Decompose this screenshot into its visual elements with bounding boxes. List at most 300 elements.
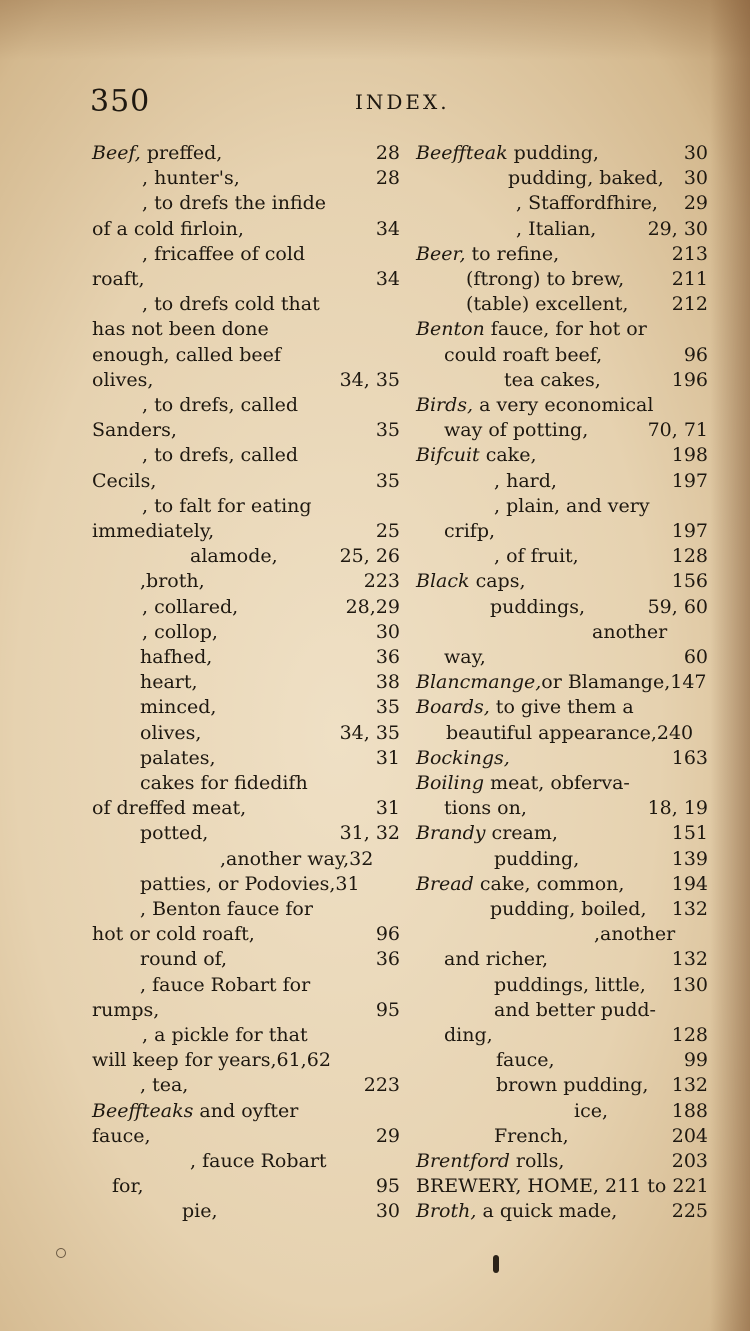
index-entry bbox=[416, 846, 708, 872]
entry-description: palates, bbox=[140, 746, 216, 769]
entry-description: ,broth, bbox=[140, 570, 205, 593]
entry-description: meat, obferva- bbox=[484, 772, 630, 794]
entry-page-ref: 212 bbox=[671, 293, 708, 316]
entry-text bbox=[140, 896, 313, 922]
entry-page-ref: 96 bbox=[375, 923, 400, 946]
entry-page-ref: 35 bbox=[375, 469, 400, 492]
entry-text bbox=[504, 367, 601, 393]
entry-headword: Bread bbox=[416, 872, 474, 895]
entry-text bbox=[142, 392, 298, 418]
entry-page-ref: 128 bbox=[671, 545, 708, 568]
entry-page-ref: 31 bbox=[375, 746, 400, 769]
entry-text bbox=[494, 468, 557, 494]
entry-text bbox=[466, 266, 624, 292]
entry-text bbox=[516, 190, 658, 216]
index-entry bbox=[416, 972, 708, 998]
index-entry bbox=[92, 190, 400, 216]
entry-page-ref: 29 bbox=[375, 1124, 400, 1147]
index-entry bbox=[92, 1047, 400, 1073]
entry-text bbox=[416, 392, 653, 418]
entry-description: beautiful appearance,240 bbox=[446, 721, 694, 744]
entry-text bbox=[444, 518, 495, 544]
index-entry bbox=[92, 871, 400, 897]
index-entry bbox=[92, 669, 400, 695]
index-entry bbox=[416, 190, 708, 216]
entry-description: , Benton fauce for bbox=[140, 898, 313, 920]
entry-text bbox=[416, 1173, 709, 1199]
entry-page-ref: 99 bbox=[683, 1049, 708, 1072]
index-entry bbox=[92, 619, 400, 645]
entry-text bbox=[92, 417, 177, 443]
entry-description: fauce, bbox=[496, 1049, 555, 1072]
entry-text bbox=[416, 1198, 617, 1224]
entry-description: rolls, bbox=[509, 1150, 565, 1172]
entry-page-ref: 225 bbox=[671, 1200, 708, 1223]
entry-page-ref: 30 bbox=[375, 620, 400, 643]
entry-headword: Beer, bbox=[416, 242, 466, 265]
index-entry bbox=[416, 795, 708, 821]
entry-description: and better pudd- bbox=[494, 998, 656, 1021]
index-entry bbox=[92, 1148, 400, 1174]
entry-description: tions on, bbox=[444, 797, 527, 820]
entry-text bbox=[494, 846, 579, 872]
entry-page-ref: 132 bbox=[671, 948, 708, 971]
entry-description: , to drefs, called bbox=[142, 394, 299, 416]
entry-text bbox=[92, 1098, 298, 1124]
entry-description: , to drefs, called bbox=[142, 444, 299, 467]
entry-text bbox=[490, 896, 646, 922]
entry-text bbox=[92, 1047, 331, 1073]
entry-text bbox=[140, 644, 212, 670]
entry-text bbox=[446, 720, 693, 746]
entry-description: ,another way,32 bbox=[220, 847, 374, 870]
paper-blemish bbox=[56, 1248, 66, 1258]
entry-page-ref: 31 bbox=[375, 797, 400, 820]
entry-page-ref: 36 bbox=[375, 646, 400, 668]
entry-description: another bbox=[592, 620, 668, 643]
entry-page-ref: 30 bbox=[683, 142, 708, 164]
index-entry bbox=[416, 392, 708, 418]
index-entry bbox=[416, 543, 708, 569]
entry-headword: Beeffteak bbox=[416, 142, 508, 164]
entry-description: tea cakes, bbox=[504, 368, 601, 391]
index-entry bbox=[416, 140, 708, 166]
entry-page-ref: 211 bbox=[671, 268, 708, 290]
index-entry bbox=[416, 896, 708, 922]
entry-page-ref: 38 bbox=[375, 671, 400, 694]
entry-page-ref: 31, 32 bbox=[339, 822, 400, 845]
entry-description: Cecils, bbox=[92, 469, 157, 492]
index-entry bbox=[416, 1047, 708, 1073]
entry-description: , fricaffee of cold bbox=[142, 242, 306, 265]
entry-text bbox=[444, 342, 602, 368]
page-shadow-right bbox=[710, 0, 750, 1331]
index-entry bbox=[92, 468, 400, 494]
index-entry bbox=[92, 745, 400, 771]
entry-page-ref: 96 bbox=[683, 343, 708, 366]
index-entry bbox=[92, 1098, 400, 1124]
entry-headword: Broth, bbox=[416, 1200, 477, 1223]
entry-text bbox=[496, 1072, 648, 1098]
entry-text bbox=[142, 165, 240, 191]
index-entry bbox=[416, 770, 708, 796]
entry-description: hot or cold roaft, bbox=[92, 923, 255, 946]
index-entry bbox=[416, 442, 708, 468]
entry-description: of a cold firloin, bbox=[92, 217, 244, 240]
entry-page-ref: 25 bbox=[375, 520, 400, 542]
entry-text bbox=[416, 1148, 564, 1174]
entry-page-ref: 70, 71 bbox=[647, 419, 708, 442]
entry-page-ref: 29 bbox=[683, 192, 708, 215]
entry-text bbox=[140, 972, 310, 998]
entry-page-ref: 163 bbox=[671, 746, 708, 769]
entry-description: olives, bbox=[92, 368, 154, 391]
entry-text bbox=[92, 316, 269, 342]
entry-page-ref: 198 bbox=[671, 444, 708, 467]
entry-text bbox=[92, 367, 153, 393]
entry-page-ref: 188 bbox=[671, 1099, 708, 1122]
index-entry bbox=[92, 342, 400, 368]
entry-page-ref: 29, 30 bbox=[647, 217, 708, 240]
entry-text bbox=[494, 972, 646, 998]
index-entry bbox=[416, 1173, 708, 1199]
entry-description: , plain, and very bbox=[494, 494, 650, 517]
entry-page-ref: 223 bbox=[363, 570, 400, 593]
index-entry bbox=[416, 493, 708, 519]
entry-page-ref: 25, 26 bbox=[339, 545, 400, 568]
entry-description: cake, common, bbox=[473, 872, 625, 895]
entry-description: or Blamange,147 bbox=[541, 671, 707, 694]
index-entry bbox=[416, 720, 708, 746]
index-entry bbox=[92, 165, 400, 191]
entry-text bbox=[140, 770, 308, 796]
entry-text bbox=[140, 820, 208, 846]
index-entry bbox=[92, 140, 400, 166]
entry-text bbox=[92, 140, 222, 166]
entry-description: way of potting, bbox=[444, 419, 589, 442]
entry-text bbox=[142, 291, 320, 317]
entry-page-ref: 132 bbox=[671, 1074, 708, 1097]
index-entry bbox=[92, 1198, 400, 1224]
index-entry bbox=[92, 720, 400, 746]
index-entry bbox=[416, 216, 708, 242]
entry-description: heart, bbox=[140, 671, 198, 694]
index-entry bbox=[416, 266, 708, 292]
index-entry bbox=[92, 820, 400, 846]
entry-page-ref: 60 bbox=[683, 646, 708, 668]
entry-description: fauce, bbox=[92, 1124, 151, 1147]
running-head: INDEX. bbox=[355, 90, 450, 114]
entry-text bbox=[444, 795, 527, 821]
page-shadow-top bbox=[0, 0, 750, 60]
entry-description: enough, called beef bbox=[92, 343, 281, 366]
index-entry bbox=[92, 442, 400, 468]
entry-description: (ftrong) to brew, bbox=[466, 268, 625, 290]
entry-description: , collop, bbox=[142, 620, 218, 643]
entry-page-ref: 139 bbox=[671, 847, 708, 870]
entry-text bbox=[142, 619, 218, 645]
entry-text bbox=[594, 921, 675, 947]
entry-text bbox=[92, 518, 214, 544]
index-entry bbox=[92, 972, 400, 998]
entry-description: way, bbox=[444, 646, 486, 668]
entry-text bbox=[92, 921, 255, 947]
entry-page-ref: 34 bbox=[375, 268, 400, 290]
entry-page-ref: 59, 60 bbox=[647, 595, 708, 618]
index-entry bbox=[92, 518, 400, 544]
index-entry bbox=[416, 946, 708, 972]
entry-page-ref: 34 bbox=[375, 217, 400, 240]
entry-text bbox=[466, 291, 628, 317]
entry-text bbox=[140, 720, 201, 746]
entry-text bbox=[490, 594, 585, 620]
entry-text bbox=[416, 745, 510, 771]
entry-text bbox=[444, 644, 486, 670]
index-entry bbox=[416, 165, 708, 191]
entry-description: has not been done bbox=[92, 318, 269, 341]
index-entry bbox=[416, 1072, 708, 1098]
index-entry bbox=[92, 770, 400, 796]
entry-description: olives, bbox=[140, 721, 202, 744]
entry-page-ref: 34, 35 bbox=[339, 721, 400, 744]
entry-description: , of fruit, bbox=[494, 545, 579, 568]
index-entry bbox=[416, 518, 708, 544]
index-entry bbox=[416, 1022, 708, 1048]
entry-description: (table) excellent, bbox=[466, 293, 629, 316]
entry-headword: Bockings, bbox=[416, 746, 510, 769]
entry-text bbox=[140, 669, 198, 695]
entry-description: and richer, bbox=[444, 948, 549, 971]
index-entry bbox=[416, 241, 708, 267]
entry-description: , fauce Robart bbox=[190, 1150, 327, 1172]
entry-text bbox=[516, 216, 596, 242]
index-entry bbox=[92, 946, 400, 972]
entry-description: patties, or Podovies,31 bbox=[140, 872, 360, 895]
entry-description: BREWERY, HOME, 211 to 221 bbox=[416, 1175, 709, 1198]
index-entry bbox=[416, 316, 708, 342]
index-entry bbox=[416, 342, 708, 368]
entry-description: pudding, boiled, bbox=[490, 898, 647, 920]
entry-description: of dreffed meat, bbox=[92, 797, 247, 820]
index-entry bbox=[416, 417, 708, 443]
entry-text bbox=[496, 1047, 555, 1073]
index-entry bbox=[92, 216, 400, 242]
entry-description: ,another bbox=[594, 923, 676, 946]
entry-text bbox=[92, 1123, 151, 1149]
entry-page-ref: 35 bbox=[375, 419, 400, 442]
entry-page-ref: 203 bbox=[671, 1150, 708, 1172]
entry-text bbox=[142, 1022, 308, 1048]
entry-page-ref: 197 bbox=[671, 469, 708, 492]
index-entry bbox=[92, 266, 400, 292]
entry-page-ref: 35 bbox=[375, 696, 400, 719]
index-entry bbox=[92, 594, 400, 620]
entry-page-ref: 30 bbox=[375, 1200, 400, 1223]
entry-description: cake, bbox=[479, 444, 537, 467]
ink-mark bbox=[493, 1255, 499, 1273]
entry-text bbox=[140, 946, 227, 972]
entry-text bbox=[592, 619, 667, 645]
index-entry bbox=[416, 1198, 708, 1224]
entry-description: pie, bbox=[182, 1200, 218, 1223]
entry-page-ref: 204 bbox=[671, 1124, 708, 1147]
entry-description: rumps, bbox=[92, 998, 160, 1021]
entry-page-ref: 196 bbox=[671, 368, 708, 391]
entry-text bbox=[416, 140, 599, 166]
entry-text bbox=[190, 1148, 327, 1174]
entry-page-ref: 95 bbox=[375, 1175, 400, 1198]
entry-text bbox=[494, 493, 650, 519]
entry-description: Sanders, bbox=[92, 419, 177, 442]
index-entry bbox=[416, 1148, 708, 1174]
entry-headword: Beef, bbox=[92, 142, 141, 164]
entry-description: round of, bbox=[140, 948, 228, 971]
index-entry bbox=[92, 1072, 400, 1098]
entry-text bbox=[140, 694, 216, 720]
entry-text bbox=[416, 669, 707, 695]
entry-page-ref: 223 bbox=[363, 1074, 400, 1097]
entry-page-ref: 130 bbox=[671, 973, 708, 996]
index-entry bbox=[416, 669, 708, 695]
index-entry bbox=[416, 1098, 708, 1124]
entry-text bbox=[142, 442, 298, 468]
entry-text bbox=[112, 1173, 144, 1199]
entry-headword: Boards, bbox=[416, 696, 490, 719]
entry-text bbox=[142, 241, 305, 267]
index-entry bbox=[92, 392, 400, 418]
index-entry bbox=[416, 745, 708, 771]
entry-description: for, bbox=[112, 1175, 144, 1198]
entry-text bbox=[142, 190, 326, 216]
index-entry bbox=[92, 997, 400, 1023]
entry-page-ref: 30 bbox=[683, 167, 708, 190]
entry-page-ref: 128 bbox=[671, 1024, 708, 1046]
index-entry bbox=[92, 568, 400, 594]
entry-headword: Boiling bbox=[416, 772, 485, 794]
entry-page-ref: 18, 19 bbox=[647, 797, 708, 820]
entry-headword: Birds, bbox=[416, 394, 474, 416]
entry-description: immediately, bbox=[92, 520, 215, 542]
index-entry bbox=[92, 417, 400, 443]
entry-text bbox=[220, 846, 373, 872]
index-entry bbox=[92, 241, 400, 267]
entry-text bbox=[92, 216, 244, 242]
entry-page-ref: 194 bbox=[671, 872, 708, 895]
entry-page-ref: 197 bbox=[671, 520, 708, 542]
entry-description: , Staffordfhire, bbox=[516, 192, 658, 215]
entry-description: , fauce Robart for bbox=[140, 973, 311, 996]
entry-text bbox=[416, 442, 536, 468]
entry-page-ref: 151 bbox=[671, 822, 708, 845]
entry-description: , collared, bbox=[142, 595, 239, 618]
entry-text bbox=[494, 997, 656, 1023]
entry-text bbox=[92, 795, 246, 821]
entry-text bbox=[508, 165, 664, 191]
entry-page-ref: 28 bbox=[375, 142, 400, 164]
entry-text bbox=[444, 417, 588, 443]
entry-description: roaft, bbox=[92, 268, 145, 290]
index-entry bbox=[92, 493, 400, 519]
entry-description: , to drefs the infide bbox=[142, 192, 327, 215]
entry-description: to give them a bbox=[489, 696, 634, 719]
entry-text bbox=[416, 820, 558, 846]
entry-description: potted, bbox=[140, 822, 209, 845]
entry-text bbox=[140, 871, 360, 897]
entry-description: crifp, bbox=[444, 520, 496, 542]
entry-text bbox=[140, 1072, 188, 1098]
entry-headword: Beeffteaks bbox=[92, 1099, 194, 1122]
index-entry bbox=[92, 543, 400, 569]
index-entry bbox=[416, 871, 708, 897]
entry-text bbox=[140, 745, 216, 771]
entry-page-ref: 34, 35 bbox=[339, 368, 400, 391]
entry-description: preffed, bbox=[140, 142, 223, 164]
index-entry bbox=[416, 820, 708, 846]
entry-headword: Bifcuit bbox=[416, 444, 480, 467]
index-entry bbox=[92, 921, 400, 947]
entry-description: ding, bbox=[444, 1024, 493, 1046]
entry-text bbox=[416, 770, 630, 796]
index-entry bbox=[416, 619, 708, 645]
entry-description: , to falt for eating bbox=[142, 494, 312, 517]
index-entry bbox=[416, 568, 708, 594]
index-entry bbox=[92, 316, 400, 342]
entry-description: fauce, for hot or bbox=[484, 318, 647, 341]
index-entry bbox=[92, 367, 400, 393]
entry-description: hafhed, bbox=[140, 646, 213, 668]
entry-description: a very economical bbox=[473, 394, 654, 416]
index-entry bbox=[92, 795, 400, 821]
entry-description: could roaft beef, bbox=[444, 343, 603, 366]
entry-description: will keep for years,61,62 bbox=[92, 1049, 331, 1072]
index-entry bbox=[92, 291, 400, 317]
entry-description: cream, bbox=[485, 822, 558, 845]
entry-headword: Black bbox=[416, 570, 470, 593]
entry-description: , to drefs cold that bbox=[142, 293, 320, 316]
index-entry bbox=[416, 997, 708, 1023]
entry-page-ref: 213 bbox=[671, 242, 708, 265]
index-entry bbox=[416, 291, 708, 317]
index-entry bbox=[416, 367, 708, 393]
entry-page-ref: 28 bbox=[375, 167, 400, 190]
entry-description: pudding, bbox=[494, 847, 580, 870]
entry-text bbox=[416, 568, 526, 594]
index-entry bbox=[92, 1022, 400, 1048]
entry-description: , Italian, bbox=[516, 217, 597, 240]
entry-text bbox=[416, 871, 624, 897]
entry-text bbox=[92, 266, 145, 292]
entry-description: cakes for fidedifh bbox=[140, 772, 308, 794]
entry-headword: Brentford bbox=[416, 1150, 510, 1172]
entry-page-ref: 36 bbox=[375, 948, 400, 971]
entry-description: , tea, bbox=[140, 1074, 189, 1097]
entry-text bbox=[92, 468, 156, 494]
index-entry bbox=[92, 896, 400, 922]
entry-text bbox=[416, 241, 559, 267]
entry-text bbox=[142, 594, 238, 620]
entry-text bbox=[494, 543, 579, 569]
index-entry bbox=[92, 846, 400, 872]
entry-text bbox=[92, 342, 281, 368]
index-entry bbox=[416, 921, 708, 947]
entry-description: a quick made, bbox=[476, 1200, 618, 1223]
entry-description: to refine, bbox=[465, 242, 560, 265]
entry-page-ref: 156 bbox=[671, 570, 708, 593]
entry-description: , hunter's, bbox=[142, 167, 240, 190]
entry-page-ref: 132 bbox=[671, 898, 708, 920]
entry-description: ice, bbox=[574, 1099, 609, 1122]
entry-description: puddings, little, bbox=[494, 973, 646, 996]
